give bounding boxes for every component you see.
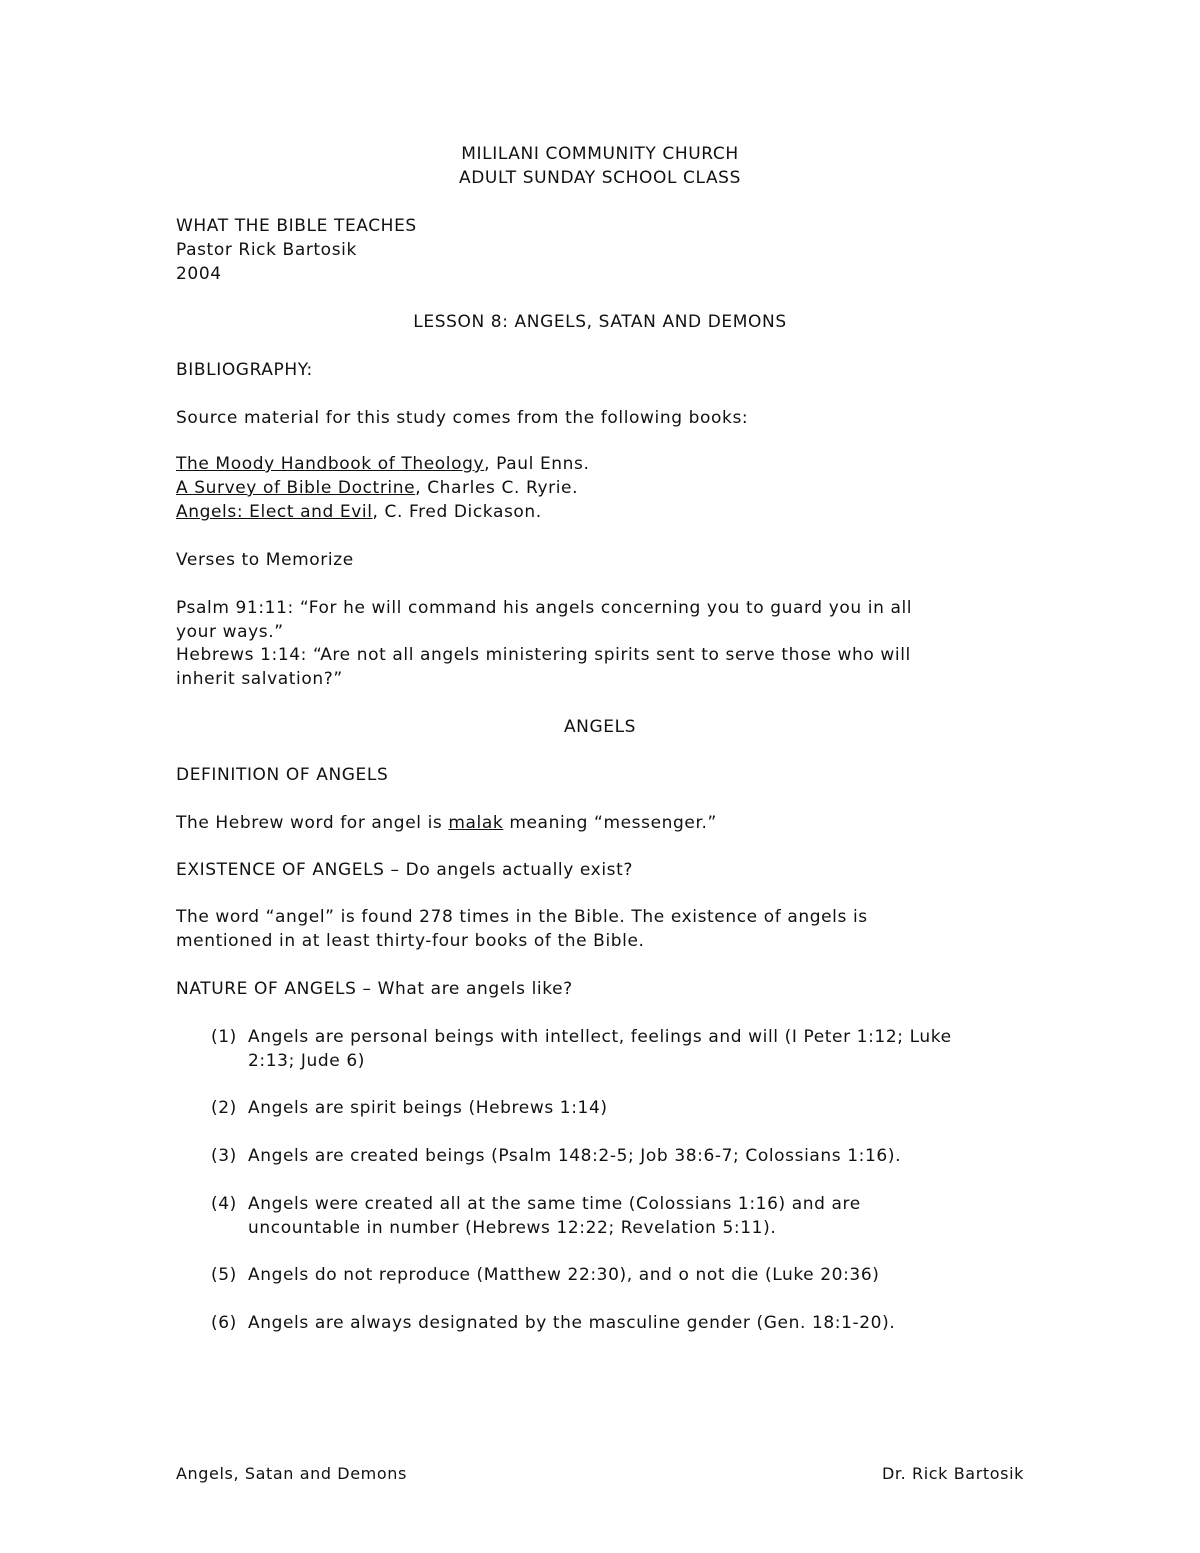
book-entry (176, 452, 590, 476)
book-author: , Charles C. Ryrie. (415, 478, 579, 498)
item-text-cont: 2:13; Jude 6) (248, 1051, 365, 1071)
hebrew-word: malak (448, 813, 504, 833)
book-author: , C. Fred Dickason. (372, 502, 542, 522)
item-number: (5) (211, 1265, 237, 1285)
item-text: Angels are always designated by the masculine gender (Gen. 18:1-20). (248, 1313, 896, 1333)
book-title: The Moody Handbook of Theology (176, 454, 485, 474)
course-year: 2004 (176, 264, 222, 284)
memorize-heading: Verses to Memorize (176, 550, 354, 570)
verse-line: Psalm 91:11: “For he will command his angels concerning you to guard you in all (176, 598, 913, 618)
nature-heading: NATURE OF ANGELS – What are angels like? (176, 979, 573, 999)
list-item (211, 1311, 1041, 1335)
bibliography-intro: Source material for this study comes from the following books: (176, 408, 749, 428)
book-title: Angels: Elect and Evil (176, 502, 373, 522)
footer-title: Angels, Satan and Demons (176, 1464, 407, 1483)
book-title: A Survey of Bible Doctrine (176, 478, 416, 498)
book-entry (176, 476, 578, 500)
list-item (211, 1263, 1041, 1287)
book-entry (176, 500, 542, 524)
item-text: Angels were created all at the same time (Colossians 1:16) and are (248, 1194, 861, 1214)
item-text: Angels do not reproduce (Matthew 22:30), and o not die (Luke 20:36) (248, 1265, 880, 1285)
item-number: (4) (211, 1194, 237, 1214)
definition-text-after: meaning “messenger.” (503, 813, 717, 833)
church-name: MILILANI COMMUNITY CHURCH (461, 144, 739, 164)
list-item (211, 1144, 1041, 1168)
item-number: (1) (211, 1027, 237, 1047)
book-author: , Paul Enns. (484, 454, 590, 474)
pastor-name: Pastor Rick Bartosik (176, 240, 357, 260)
verse-line: your ways.” (176, 622, 284, 642)
item-text-cont: uncountable in number (Hebrews 12:22; Revelation 5:11). (248, 1218, 777, 1238)
item-number: (2) (211, 1098, 237, 1118)
item-number: (3) (211, 1146, 237, 1166)
verse-line: inherit salvation?” (176, 669, 343, 689)
list-item (211, 1025, 1041, 1073)
list-item (211, 1192, 1041, 1240)
existence-heading: EXISTENCE OF ANGELS – Do angels actually exist? (176, 860, 633, 880)
verse-line: Hebrews 1:14: “Are not all angels ministering spirits sent to serve those who will (176, 645, 911, 665)
footer-author: Dr. Rick Bartosik (882, 1464, 1024, 1483)
list-item (211, 1096, 1041, 1120)
definition-text (176, 811, 717, 835)
section-heading-angels: ANGELS (563, 717, 637, 737)
item-number: (6) (211, 1313, 237, 1333)
item-text: Angels are spirit beings (Hebrews 1:14) (248, 1098, 608, 1118)
bibliography-heading: BIBLIOGRAPHY: (176, 360, 313, 380)
existence-text: mentioned in at least thirty-four books of the Bible. (176, 931, 645, 951)
definition-text-before: The Hebrew word for angel is (176, 813, 449, 833)
class-name: ADULT SUNDAY SCHOOL CLASS (459, 168, 741, 188)
definition-heading: DEFINITION OF ANGELS (176, 765, 389, 785)
item-text: Angels are personal beings with intellect, feelings and will (I Peter 1:12; Luke (248, 1027, 952, 1047)
existence-text: The word “angel” is found 278 times in the Bible. The existence of angels is (176, 907, 868, 927)
course-title: WHAT THE BIBLE TEACHES (176, 216, 417, 236)
lesson-title: LESSON 8: ANGELS, SATAN AND DEMONS (413, 312, 787, 332)
item-text: Angels are created beings (Psalm 148:2-5; Job 38:6-7; Colossians 1:16). (248, 1146, 902, 1166)
